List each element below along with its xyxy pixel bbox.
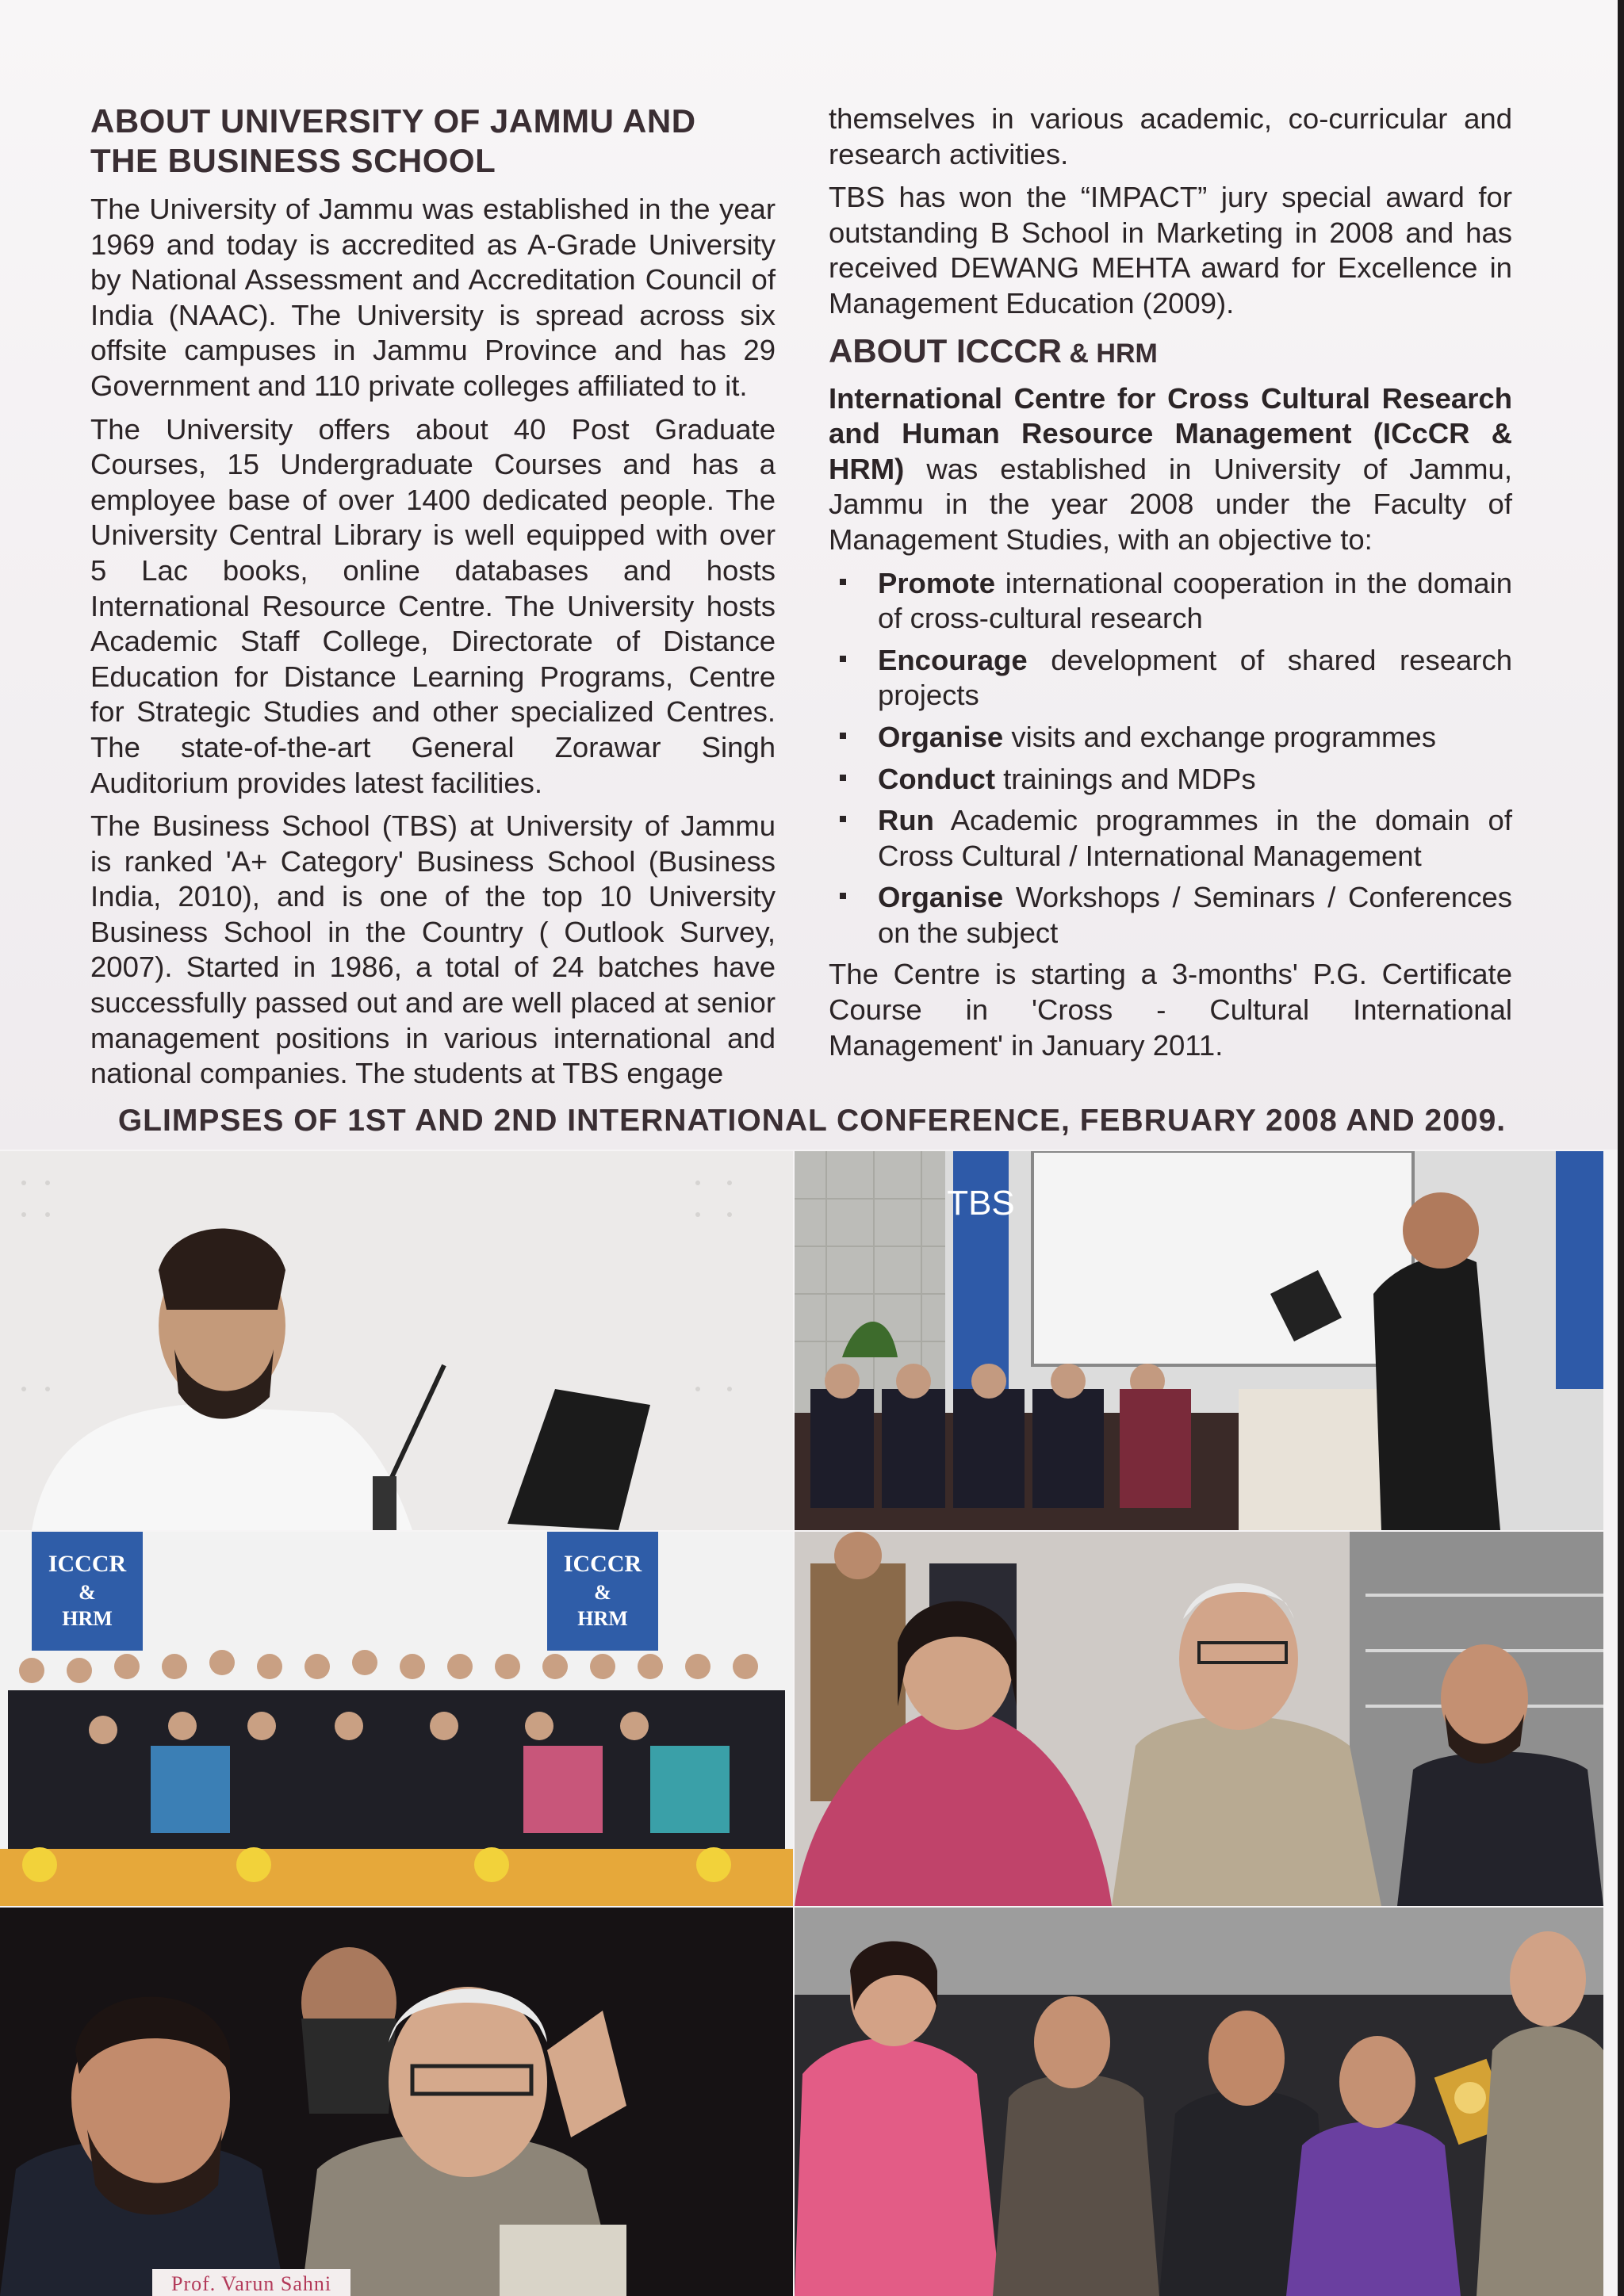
- icccr-full-name: International Centre for Cross Cultural Research and Human Resource Management (ICcCR & HRM): [829, 381, 1512, 485]
- objective-verb: Organise: [878, 881, 1004, 914]
- icccr-intro-text: was established in University of Jammu, Jammu in the year 2008 under the Faculty of Management Studies, with an objective to:: [829, 452, 1512, 556]
- banner-left-line1: ICCCR: [48, 1551, 127, 1577]
- bullet-icon: [840, 733, 846, 739]
- list-item: [829, 566, 1512, 637]
- photo-podium-speech: [795, 1151, 1603, 1530]
- photo-speaker-at-microphone: [0, 1151, 793, 1530]
- bullet-icon: [840, 816, 846, 822]
- icccr-heading: [829, 330, 1512, 375]
- icccr-intro: [829, 381, 1512, 558]
- objective-text: visits and exchange programmes: [1003, 720, 1436, 753]
- glimpses-title: GLIMPSES OF 1ST AND 2ND INTERNATIONAL CONFERENCE, FEBRUARY 2008 AND 2009.: [117, 1104, 1507, 1138]
- objective-verb: Run: [878, 804, 934, 837]
- banner-right-line1: ICCCR: [563, 1551, 642, 1577]
- university-heading: [90, 101, 776, 181]
- bullet-icon: [840, 579, 846, 585]
- right-column: [829, 101, 1512, 1071]
- list-item: [829, 720, 1512, 756]
- objective-verb: Encourage: [878, 643, 1028, 676]
- left-column: [90, 101, 776, 1100]
- icccr-heading-suffix: & HRM: [1061, 338, 1158, 369]
- business-school-paragraph-continued: themselves in various academic, co-curricular and research activities.: [829, 102, 1512, 170]
- objective-text: Academic programmes in the domain of Cross Cultural / International Management: [878, 804, 1512, 872]
- banner-left-line2: &: [79, 1581, 96, 1604]
- nameplate: Prof. Varun Sahni: [152, 2269, 350, 2296]
- objective-text: Workshops / Seminars / Conferences on the subject: [878, 881, 1512, 949]
- scan-edge: [1618, 0, 1624, 2296]
- university-paragraph-courses: The University offers about 40 Post Graduate Courses, 15 Undergraduate Courses and has a employee base of over 1400 dedicated people. The University Central Library is well equipped with over 5 Lac books, online databases and hosts International Resource Centre. The University hosts Academic Staff College, Directorate of Distance Education for Distance Learning Programs, Centre for Strategic Studies and other specialized Centres. The state-of-the-art General Zorawar Singh Auditorium provides latest facilities.: [90, 412, 776, 799]
- certificate-course-paragraph: The Centre is starting a 3-months' P.G. Certificate Course in 'Cross - Cultural International Management' in January 2011.: [829, 958, 1512, 1062]
- icccr-heading-main: ABOUT ICCCR: [829, 331, 1062, 369]
- objectives-list: [829, 566, 1512, 951]
- objective-text: international cooperation in the domain of cross-cultural research: [878, 566, 1512, 635]
- objective-text: trainings and MDPs: [995, 762, 1256, 795]
- banner-left-line3: HRM: [62, 1607, 113, 1630]
- banner-right-line2: &: [594, 1581, 611, 1604]
- tbs-banner-text: TBS: [947, 1184, 1015, 1223]
- objective-verb: Organise: [878, 720, 1004, 753]
- bullet-icon: [840, 775, 846, 781]
- list-item: [829, 643, 1512, 714]
- objective-text: development of shared research projects: [878, 643, 1512, 712]
- university-heading-line1: ABOUT UNIVERSITY OF JAMMU AND: [90, 102, 696, 140]
- university-heading-line2: THE BUSINESS SCHOOL: [90, 142, 496, 179]
- list-item: [829, 803, 1512, 874]
- objective-verb: Conduct: [878, 762, 995, 795]
- photo-group-icccr: [0, 1532, 793, 1906]
- photo-award-presentation: [795, 1908, 1603, 2296]
- objective-verb: Promote: [878, 566, 996, 599]
- awards-paragraph: TBS has won the “IMPACT” jury special award for outstanding B School in Marketing in 2008 and has received DEWANG MEHTA award for Excellence in Management Education (2009).: [829, 181, 1512, 320]
- banner-right-line3: HRM: [577, 1607, 628, 1630]
- bullet-icon: [840, 656, 846, 662]
- photo-dignitaries-arriving: [795, 1532, 1603, 1906]
- photo-discussion: [0, 1908, 793, 2296]
- university-paragraph-establishment: The University of Jammu was established in the year 1969 and today is accredited as A-Grade University by National Assessment and Accreditation Council of India (NAAC). The University is spread across six offsite campuses in Jammu Province and has 29 Government and 110 private colleges affiliated to it.: [90, 193, 776, 402]
- bullet-icon: [840, 893, 846, 899]
- photo-collage: [0, 1151, 1618, 2296]
- list-item: [829, 762, 1512, 798]
- business-school-paragraph: The Business School (TBS) at University of Jammu is ranked 'A+ Category' Business School (Business India, 2010), and is one of the top 10 University Business School in the Country ( Outlook Survey, 2007). Started in 1986, a total of 24 batches have successfully passed out and are well placed at senior management positions in various international and national companies. The students at TBS engage: [90, 809, 776, 1090]
- list-item: [829, 880, 1512, 951]
